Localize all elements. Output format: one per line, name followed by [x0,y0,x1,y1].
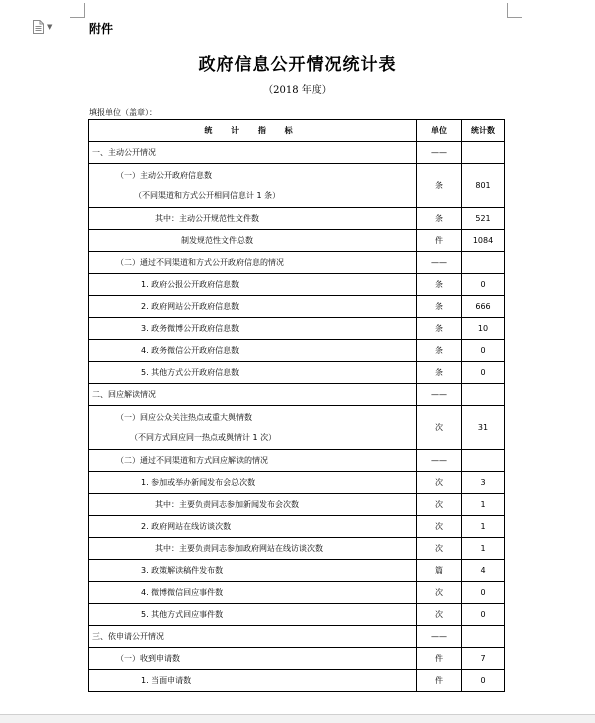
page-corner-mark [70,3,85,18]
unit-cell: 件 [417,670,462,692]
unit-cell: —— [417,384,462,406]
indicator-cell: 1. 参加或举办新闻发布会总次数 [89,472,417,494]
indicator-cell: 一、主动公开情况 [89,142,417,164]
unit-cell: 条 [417,318,462,340]
page-corner-mark [507,3,522,18]
unit-cell: 次 [417,406,462,450]
unit-cell: —— [417,450,462,472]
table-row [89,670,505,692]
value-cell: 801 [462,164,505,208]
value-cell: 10 [462,318,505,340]
unit-cell: 次 [417,472,462,494]
value-cell [462,384,505,406]
unit-cell: —— [417,142,462,164]
table-row [89,626,505,648]
value-cell: 666 [462,296,505,318]
value-cell [462,626,505,648]
value-cell: 1084 [462,230,505,252]
table-row [89,142,505,164]
value-cell: 31 [462,406,505,450]
indicator-cell: （二）通过不同渠道和方式公开政府信息的情况 [89,252,417,274]
value-cell: 0 [462,604,505,626]
indicator-note: （不同方式回应同一热点或舆情计 1 次） [130,433,277,442]
table-row [89,516,505,538]
table-row [89,472,505,494]
indicator-cell: （一）收到申请数 [89,648,417,670]
table-row [89,384,505,406]
attachment-label: 附件 [89,22,114,36]
table-row [89,560,505,582]
indicator-cell: 4. 微博微信回应事件数 [89,582,417,604]
table-row [89,538,505,560]
table-row [89,406,505,450]
indicator-cell: 三、依申请公开情况 [89,626,417,648]
indicator-cell: 制发规范性文件总数 [89,230,417,252]
indicator-cell: 5. 其他方式回应事件数 [89,604,417,626]
unit-cell: 条 [417,164,462,208]
report-year: （2018 年度） [263,85,332,96]
unit-cell: 次 [417,494,462,516]
dropdown-caret-icon: ▼ [47,23,53,31]
value-cell: 0 [462,670,505,692]
unit-cell: 条 [417,362,462,384]
filling-unit-label: 填报单位（盖章）： [89,108,157,117]
page-title: 政府信息公开情况统计表 [198,55,397,75]
value-cell: 7 [462,648,505,670]
indicator-cell: 4. 政务微信公开政府信息数 [89,340,417,362]
indicator-cell: 2. 政府网站公开政府信息数 [89,296,417,318]
indicator-cell: 其中：主要负责同志参加政府网站在线访谈次数 [89,538,417,560]
unit-cell: 篇 [417,560,462,582]
table-row [89,318,505,340]
column-header-unit: 单位 [417,120,462,142]
table-row [89,450,505,472]
indicator-cell: 其中：主要负责同志参加新闻发布会次数 [89,494,417,516]
table-row [89,648,505,670]
indicator-cell: 5. 其他方式公开政府信息数 [89,362,417,384]
value-cell: 4 [462,560,505,582]
document-menu-button[interactable] [33,20,52,34]
indicator-cell [89,164,417,208]
unit-cell: 条 [417,296,462,318]
indicator-cell: 2. 政府网站在线访谈次数 [89,516,417,538]
table-row [89,340,505,362]
unit-cell: 次 [417,516,462,538]
table-row [89,230,505,252]
table-row [89,604,505,626]
indicator-cell: 3. 政策解读稿件发布数 [89,560,417,582]
value-cell [462,450,505,472]
unit-cell: —— [417,626,462,648]
value-cell: 1 [462,494,505,516]
indicator-cell: 3. 政务微博公开政府信息数 [89,318,417,340]
table-row [89,296,505,318]
unit-cell: 条 [417,274,462,296]
unit-cell: 条 [417,340,462,362]
indicator-cell: 1. 当面申请数 [89,670,417,692]
indicator-cell: 1. 政府公报公开政府信息数 [89,274,417,296]
column-header-indicator: 统 计 指 标 [89,120,417,142]
unit-cell: —— [417,252,462,274]
value-cell: 0 [462,362,505,384]
value-cell [462,142,505,164]
indicator-cell: 其中：主动公开规范性文件数 [89,208,417,230]
table-header-row [89,120,505,142]
table-row [89,252,505,274]
value-cell: 0 [462,582,505,604]
table-row [89,494,505,516]
value-cell: 521 [462,208,505,230]
table-row [89,362,505,384]
column-header-value: 统计数 [462,120,505,142]
table-row [89,208,505,230]
indicator-main: （一）主动公开政府信息数 [116,171,212,180]
unit-cell: 次 [417,538,462,560]
unit-cell: 次 [417,582,462,604]
value-cell: 1 [462,538,505,560]
value-cell: 1 [462,516,505,538]
unit-cell: 件 [417,648,462,670]
unit-cell: 条 [417,208,462,230]
statistics-table [88,119,505,692]
document-icon [33,20,44,34]
indicator-cell: 二、回应解读情况 [89,384,417,406]
table-row [89,164,505,208]
indicator-cell: （二）通过不同渠道和方式回应解读的情况 [89,450,417,472]
indicator-note: （不同渠道和方式公开相同信息计 1 条） [134,191,281,200]
indicator-main: （一）回应公众关注热点或重大舆情数 [116,413,252,422]
indicator-cell [89,406,417,450]
value-cell: 0 [462,274,505,296]
value-cell [462,252,505,274]
unit-cell: 次 [417,604,462,626]
value-cell: 3 [462,472,505,494]
table-row [89,274,505,296]
table-row [89,582,505,604]
value-cell: 0 [462,340,505,362]
unit-cell: 件 [417,230,462,252]
